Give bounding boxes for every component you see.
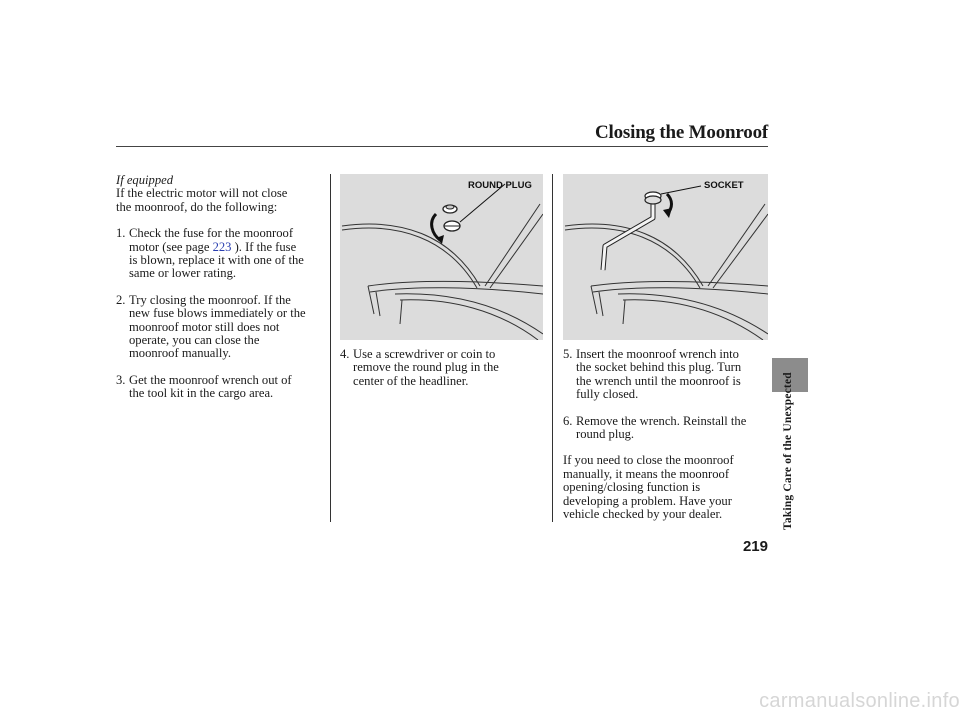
round-plug-illustration (340, 174, 543, 340)
step-5-line: the socket behind this plug. Turn (576, 360, 742, 375)
column-divider-1 (330, 174, 331, 522)
step-1-line-1: Check the fuse for the moonroof (129, 226, 294, 241)
step-6-line: Remove the wrench. Reinstall the (576, 413, 747, 428)
page-link-223[interactable]: 223 (212, 239, 232, 254)
dealer-note-line: opening/closing function is (563, 480, 701, 495)
step-4-number: 4. (340, 347, 350, 361)
step-1-line-3: is blown, replace it with one of the (129, 253, 304, 268)
step-1-number: 1. (116, 226, 126, 241)
dealer-note-line: developing a problem. Have your (563, 493, 732, 508)
round-plug-callout: ROUND PLUG (468, 180, 532, 191)
dealer-note-line: If you need to close the moonroof (563, 453, 734, 468)
step-5-line: Insert the moonroof wrench into (576, 347, 739, 361)
step-2-line: moonroof motor still does not (129, 319, 280, 334)
step-5-line: fully closed. (576, 387, 639, 402)
step-1-text: motor (see page (129, 239, 213, 254)
intro-line-1: If the electric motor will not close (116, 186, 288, 201)
intro-line-2: the moonroof, do the following: (116, 199, 278, 214)
dealer-note (563, 454, 768, 521)
socket-figure (563, 174, 768, 340)
step-2-line: Try closing the moonroof. If the (129, 292, 291, 307)
step-2-number: 2. (116, 292, 126, 307)
step-3-line: the tool kit in the cargo area. (129, 386, 274, 401)
step-1-line-4: same or lower rating. (129, 266, 237, 281)
round-plug-icon (443, 205, 460, 231)
watermark: carmanualsonline.info (759, 690, 960, 712)
column-3-text (563, 348, 768, 521)
step-1-line-2 (129, 241, 326, 254)
step-4-line: Use a screwdriver or coin to (353, 347, 496, 361)
step-6 (563, 415, 768, 442)
section-label-text: Taking Care of the Unexpected (782, 372, 794, 530)
step-2-line: new fuse blows immediately or the (129, 306, 306, 321)
step-4 (340, 348, 548, 388)
step-3-line: Get the moonroof wrench out of (129, 372, 292, 387)
socket-illustration (563, 174, 768, 340)
step-2-line: moonroof manually. (129, 346, 232, 361)
step-5-number: 5. (563, 347, 573, 361)
step-1-text-after: ). If the fuse (231, 239, 297, 254)
step-3-number: 3. (116, 372, 126, 387)
header-rule (116, 146, 768, 147)
section-label (776, 372, 802, 530)
round-plug-figure (340, 174, 543, 340)
step-5-line: the wrench until the moonroof is (576, 373, 741, 388)
step-4-line: center of the headliner. (353, 373, 469, 388)
step-5 (563, 348, 768, 402)
dealer-note-line: vehicle checked by your dealer. (563, 507, 723, 522)
step-1 (116, 227, 326, 281)
moonroof-wrench-icon (603, 192, 661, 270)
socket-callout: SOCKET (704, 180, 744, 191)
if-equipped-note: If equipped (116, 173, 174, 187)
step-3 (116, 374, 326, 401)
column-1 (116, 174, 326, 401)
dealer-note-line: manually, it means the moonroof (563, 466, 730, 481)
page-number: 219 (742, 538, 768, 555)
step-2 (116, 294, 326, 361)
column-divider-2 (552, 174, 553, 522)
step-6-line: round plug. (576, 427, 635, 442)
page-title: Closing the Moonroof (595, 122, 768, 143)
step-4-line: remove the round plug in the (353, 360, 499, 375)
column-2-text (340, 348, 548, 388)
step-6-number: 6. (563, 413, 573, 428)
step-2-line: operate, you can close the (129, 333, 260, 348)
